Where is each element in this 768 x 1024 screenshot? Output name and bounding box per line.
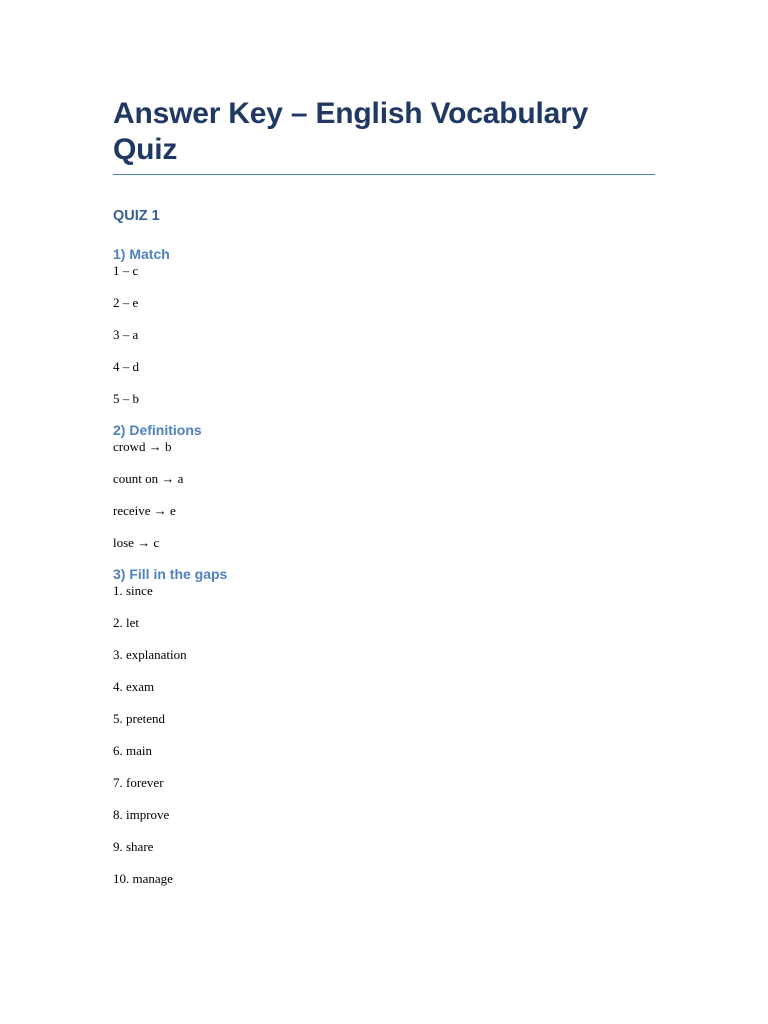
document-title: Answer Key – English Vocabulary Quiz [113,96,655,175]
document-page [113,96,655,887]
answer-item: 5. pretend [113,711,165,726]
section-heading: 1) Match [113,246,170,262]
answer-item: count on → a [113,471,184,486]
answer-list [113,583,655,887]
answer-item: 1 – c [113,263,139,278]
answer-item: crowd → b [113,439,172,454]
answer-item: 3 – a [113,327,139,342]
section-heading: 3) Fill in the gaps [113,566,228,582]
answer-item: 9. share [113,839,154,854]
answer-item: 4. exam [113,679,155,694]
answer-item: 2. let [113,615,139,630]
quiz-heading: QUIZ 1 [113,208,160,224]
section-definitions [113,421,655,551]
section-heading: 2) Definitions [113,422,202,438]
section-match [113,245,655,407]
answer-item: receive → e [113,503,176,518]
answer-list [113,263,655,407]
answer-item: 8. improve [113,807,170,822]
answer-item: 4 – d [113,359,139,374]
answer-item: lose → c [113,535,160,550]
answer-item: 7. forever [113,775,164,790]
answer-item: 3. explanation [113,647,187,662]
answer-item: 1. since [113,583,153,598]
section-fill-in-the-gaps [113,565,655,887]
answer-item: 10. manage [113,871,173,886]
answer-item: 6. main [113,743,152,758]
answer-item: 5 – b [113,391,139,406]
answer-list [113,439,655,551]
answer-item: 2 – e [113,295,139,310]
